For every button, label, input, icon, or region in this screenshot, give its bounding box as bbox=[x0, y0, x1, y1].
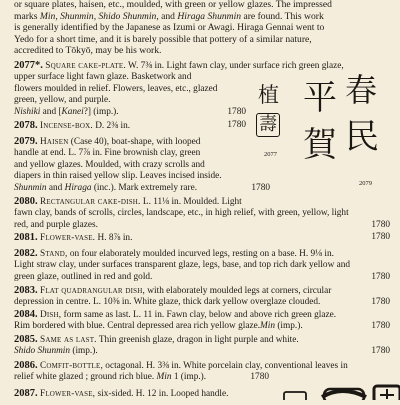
entry-text: (imp.). bbox=[70, 346, 98, 357]
intro-paragraph bbox=[14, 0, 390, 57]
entry-text: and yellow glazes. Moulded, with crazy scrolls and bbox=[14, 159, 205, 170]
entry-number: 2087. bbox=[14, 388, 38, 399]
mark-name: Kanei bbox=[61, 106, 84, 117]
entry-title: Incense-box. bbox=[39, 121, 93, 131]
intro-line bbox=[14, 11, 390, 23]
entry-text: H. 8⅞ in. bbox=[95, 233, 133, 243]
entry-number: 2084. bbox=[14, 309, 38, 320]
entry-title: Square cake-plate. bbox=[45, 61, 126, 71]
entry-text: (imp.). bbox=[275, 321, 303, 332]
entry-title: Comfit-bottle, bbox=[39, 361, 103, 371]
entry-text: ?] (imp.). bbox=[83, 106, 119, 117]
seal-mark-illustration-2086 bbox=[282, 375, 400, 400]
seal-character: 壽 bbox=[259, 114, 277, 135]
incised-character: 平 bbox=[303, 78, 337, 118]
entry-title: Flower-vase. bbox=[39, 233, 96, 243]
entry-text: diapers in thin raised yellow slip. Leaves incised inside. bbox=[14, 171, 222, 182]
potters-marks-illustration bbox=[256, 65, 396, 195]
entry-number: 2077*. bbox=[14, 60, 43, 71]
entry-text: green, yellow, and purple. bbox=[14, 95, 111, 106]
intro-text: marks bbox=[14, 10, 40, 22]
entry-year: 1780 bbox=[227, 106, 246, 117]
entry-text: Thin greenish glaze, dragon in light purple and white. bbox=[96, 335, 299, 345]
intro-text: are found. This work bbox=[241, 10, 324, 22]
entry-text: relief white glazed ; ground rich blue. bbox=[14, 372, 155, 383]
entry-2080 bbox=[14, 196, 390, 231]
mark-caption: 2079 bbox=[359, 180, 372, 187]
mark-name: Hiraga bbox=[64, 182, 92, 193]
intro-text: accredited to Tōkyō, may be his work. bbox=[14, 45, 162, 57]
intro-text: Yedo for a short time, and it is barely possible that pottery of a similar nature, bbox=[14, 33, 312, 45]
entry-year: 1780 bbox=[250, 372, 269, 383]
intro-line bbox=[14, 34, 390, 46]
mark-name: Shunmin bbox=[14, 182, 47, 193]
intro-text: and bbox=[158, 10, 178, 22]
entry-text: and [ bbox=[40, 106, 62, 117]
entry-text: with elaborately moulded legs at corners, circular bbox=[144, 286, 332, 296]
entry-text: Light straw clay, under surfaces transparent glaze, legs, base, and top rich dark yellow and bbox=[14, 260, 351, 271]
entry-year: 1780 bbox=[371, 346, 390, 357]
entry-2082 bbox=[14, 248, 390, 283]
entry-title: Rectangular cake-dish. bbox=[39, 197, 141, 207]
entry-text: flowers moulded in relief. Flowers, leaves, etc., glazed bbox=[14, 83, 218, 94]
entry-text: on four elaborately moulded incurved legs, resting on a base. H. 9⅛ in. bbox=[67, 249, 334, 259]
intro-line bbox=[14, 45, 390, 57]
entry-number: 2083. bbox=[14, 285, 38, 296]
mark-name: Shido Shunmin bbox=[14, 346, 71, 357]
intro-line bbox=[14, 0, 390, 11]
entry-text: form same as last. L. 11 in. Fawn clay, below and above rich green glaze. bbox=[61, 310, 337, 320]
entry-year: 1780 bbox=[371, 232, 390, 242]
entry-2084 bbox=[14, 309, 390, 333]
entry-number: 2080. bbox=[14, 196, 38, 207]
intro-text: or square plates, haisen, etc., moulded, with green or yellow glazes. The impressed bbox=[14, 0, 332, 10]
entry-number: 2086. bbox=[14, 360, 38, 371]
entry-title: Same as last. bbox=[39, 335, 97, 345]
entry-text: W. 7⅜ in. Light fawn clay, under surface rich green glaze, bbox=[125, 61, 344, 71]
incised-character: 民 bbox=[345, 117, 379, 157]
entry-year: 1780 bbox=[371, 297, 390, 308]
entry-text: octagonal. H. 3⅜ in. White porcelain clay, conventional leaves in bbox=[102, 361, 348, 371]
entry-number: 2081. bbox=[14, 232, 38, 243]
entry-number: 2082. bbox=[14, 248, 38, 259]
entry-year: 1780 bbox=[251, 182, 270, 193]
entry-text: red, and purple glazes. bbox=[14, 219, 98, 230]
entry-2078 bbox=[14, 120, 246, 132]
mark-name: Hiraga Shunmin bbox=[177, 10, 242, 22]
entry-title: Haisen bbox=[39, 137, 69, 147]
seal-mark-2077 bbox=[256, 83, 284, 143]
entry-number: 2078. bbox=[14, 120, 38, 131]
entry-text: handle at end. L. 7⅞ in. Fine brownish clay, green bbox=[14, 148, 201, 159]
entry-text: (inc.). Mark extremely rare. bbox=[91, 182, 198, 193]
entry-year: 1780 bbox=[371, 321, 390, 332]
entry-2085 bbox=[14, 334, 390, 358]
entry-year: 1780 bbox=[371, 271, 390, 282]
entry-2087 bbox=[14, 388, 294, 400]
entry-2086 bbox=[14, 360, 348, 384]
entry-text: six-sided. H. 12 in. Looped handle. bbox=[95, 389, 229, 399]
incised-character: 春 bbox=[345, 71, 378, 109]
entry-number: 2085. bbox=[14, 334, 38, 345]
entry-text: fawn clay, bands of scrolls, circles, landscape, etc., in high relief, with green, yellow, light bbox=[14, 208, 349, 219]
entry-year: 1780 bbox=[371, 219, 390, 230]
seal-character: 植 bbox=[258, 83, 279, 107]
seal-mark-icon bbox=[282, 375, 400, 400]
entry-text: D. 2⅜ in. bbox=[92, 121, 131, 131]
entry-text: upper surface light fawn glaze. Basketwork and bbox=[14, 72, 192, 83]
entry-year: 1780 bbox=[227, 120, 246, 130]
mark-name: Min bbox=[156, 372, 172, 383]
entry-2083 bbox=[14, 285, 390, 309]
entry-text: 1 (imp.). bbox=[171, 372, 207, 383]
entry-text: and bbox=[46, 182, 65, 193]
entry-title: Flat quadrangular dish, bbox=[39, 286, 145, 296]
mark-names: Min, Shunmin, Shido Shunmin, bbox=[39, 10, 159, 22]
entry-text: (Case 40), boat-shape, with looped bbox=[68, 137, 201, 147]
entry-title: Flower-vase, bbox=[39, 389, 96, 399]
entry-number: 2079. bbox=[14, 136, 38, 147]
entry-text: green glaze, outlined in red and gold. bbox=[14, 271, 153, 282]
entry-title: Stand, bbox=[39, 249, 68, 259]
entry-text: L. 11⅛ in. Moulded. Light bbox=[140, 197, 242, 207]
intro-text: is generally identified by the Japanese as Izumi or Awagi. Hiraga Gennai went to bbox=[14, 22, 325, 34]
entry-text: Rim bordered with blue. Central depressed area rich yellow glaze. bbox=[14, 321, 261, 332]
mark-name: Min bbox=[260, 321, 276, 332]
entry-text: depression in centre. L. 10⅜ in. White glaze, thick dark yellow overglaze clouded. bbox=[14, 297, 321, 308]
mark-name: Nishiki bbox=[14, 106, 41, 117]
entry-2081 bbox=[14, 232, 390, 244]
incised-character: 賀 bbox=[303, 125, 337, 165]
entry-title: Dish, bbox=[39, 310, 62, 320]
mark-caption: 2077 bbox=[264, 151, 277, 158]
intro-line bbox=[14, 22, 390, 34]
